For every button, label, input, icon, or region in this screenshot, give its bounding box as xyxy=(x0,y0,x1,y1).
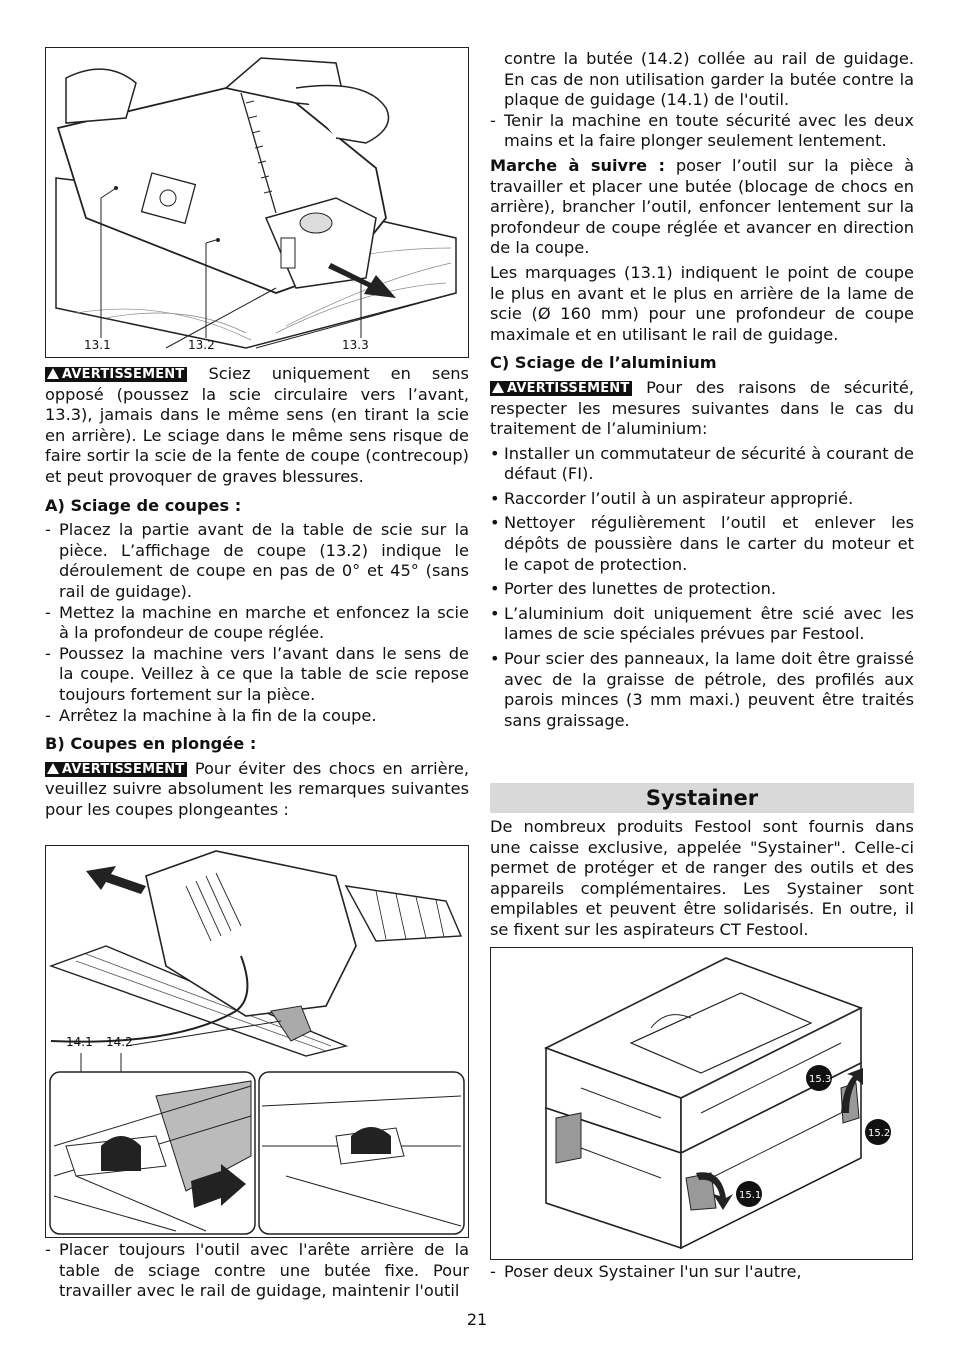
figure-13-label-2: 13.2 xyxy=(188,338,215,352)
figure-13-label-3: 13.3 xyxy=(342,338,369,352)
warning-badge: AVERTISSEMENT xyxy=(45,762,187,777)
bullet-item: • Pour scier des panneaux, la lame doit être graissé avec de la graisse de pétrole, des profilés aux parois minces (3 mm maxi.) peuvent être traités sans graissage. xyxy=(490,649,914,731)
figure-13-label-1: 13.1 xyxy=(84,338,111,352)
figure-15-badge-2: 15.2 xyxy=(868,1128,891,1139)
list-item: - Mettez la machine en marche et enfoncez la scie à la profondeur de coupe réglée. xyxy=(45,603,469,644)
heading-b: B) Coupes en plongée : xyxy=(45,734,257,754)
warning-triangle-icon xyxy=(47,368,59,379)
page-number: 21 xyxy=(466,1310,488,1329)
systainer-section xyxy=(490,783,914,941)
left-text-block-2 xyxy=(45,1240,469,1302)
warning-paragraph-1: AVERTISSEMENT Sciez uniquement en sens opposé (poussez la scie circulaire vers l’avant, 13.3), jamais dans le même sens (en tirant la scie en arrière). Le sciage dans le même sens risque de faire sortir la scie de la fente de coupe (contrecoup) et peut provoquer de graves blessures. xyxy=(45,364,469,486)
bullet-item: • Installer un commutateur de sécurité à courant de défaut (FI). xyxy=(490,444,914,485)
bullet-item: • Nettoyer régulièrement l’outil et enlever les dépôts de poussière dans le carter du moteur et le capot de protection. xyxy=(490,513,914,575)
systainer-paragraph: De nombreux produits Festool sont fournis dans une caisse exclusive, appelée "Systainer". Celle-ci permet de protéger et de ranger des outils et des appareils complémentaires. Les Systainer sont empilables et peuvent être solidarisés. En outre, il se fixent sur les aspirateurs CT Festool. xyxy=(490,817,914,939)
procedure-paragraph: Marche à suivre : poser l’outil sur la pièce à travailler et placer une butée (blocage de chocs en arrière), brancher l’outil, enfoncer lentement sur la profondeur de coupe réglée et avancer en direction de la coupe. xyxy=(490,155,914,258)
warning-badge: AVERTISSEMENT xyxy=(45,367,187,382)
figure-15-systainer-stack xyxy=(490,947,913,1260)
list-item: - Placez la partie avant de la table de scie sur la pièce. L’affichage de coupe (13.2) indique le déroulement de coupe en pas de 0° et 45° (sans rail de guidage). xyxy=(45,520,469,602)
warning-triangle-icon xyxy=(492,382,504,393)
right-text-block xyxy=(490,49,914,735)
right-text-block-2 xyxy=(490,1262,914,1283)
marks-paragraph: Les marquages (13.1) indiquent le point de coupe le plus en avant et le plus en arrière de la lame de scie (Ø 160 mm) pour une profondeur de coupe maximale et en utilisant le rail de guidage. xyxy=(490,262,914,344)
list-item: - Poussez la machine vers l’avant dans le sens de la coupe. Veillez à ce que la table de scie repose toujours fortement sur la pièce. xyxy=(45,644,469,706)
list-item: - Tenir la machine en toute sécurité avec les deux mains et la faire plonger seulement lentement. xyxy=(490,111,914,152)
bullet-item: • Porter des lunettes de protection. xyxy=(490,579,914,600)
list-item: - Poser deux Systainer l'un sur l'autre, xyxy=(490,1262,914,1283)
heading-c: C) Sciage de l’aluminium xyxy=(490,353,717,373)
figure-14-label-1: 14.1 xyxy=(66,1035,93,1049)
warning-badge: AVERTISSEMENT xyxy=(490,381,632,396)
bullet-item: • Raccorder l’outil à un aspirateur approprié. xyxy=(490,489,914,510)
figure-15-badge-3: 15.3 xyxy=(809,1074,832,1085)
bullet-item: • L’aluminium doit uniquement être scié avec les lames de scie spéciales prévues par Festool. xyxy=(490,604,914,645)
section-title: Systainer xyxy=(490,783,914,813)
left-text-block-1 xyxy=(45,364,469,820)
figure-14-label-2: 14.2 xyxy=(106,1035,133,1049)
figure-13-saw-on-workpiece xyxy=(45,47,469,358)
list-item: - Placer toujours l'outil avec l'arête arrière de la table de sciage contre une butée fixe. Pour travailler avec le rail de guidage, maintenir l'outil xyxy=(45,1240,469,1302)
figure-15-badge-1: 15.1 xyxy=(739,1190,762,1201)
list-item-continuation: contre la butée (14.2) collée au rail de guidage. En cas de non utilisation garder la butée contre la plaque de guidage (14.1) de l'outil. xyxy=(504,49,914,110)
warning-paragraph-c: AVERTISSEMENT Pour des raisons de sécurité, respecter les mesures suivantes dans le cas du traitement de l’aluminium: xyxy=(490,377,914,439)
heading-a: A) Sciage de coupes : xyxy=(45,495,242,515)
warning-paragraph-b: AVERTISSEMENT Pour éviter des chocs en arrière, veuillez suivre absolument les remarques suivantes pour les coupes plongeantes : xyxy=(45,758,469,819)
list-item: - Arrêtez la machine à la fin de la coupe. xyxy=(45,706,469,727)
warning-triangle-icon xyxy=(47,763,59,774)
figure-14-plunge-cut xyxy=(45,845,469,1238)
